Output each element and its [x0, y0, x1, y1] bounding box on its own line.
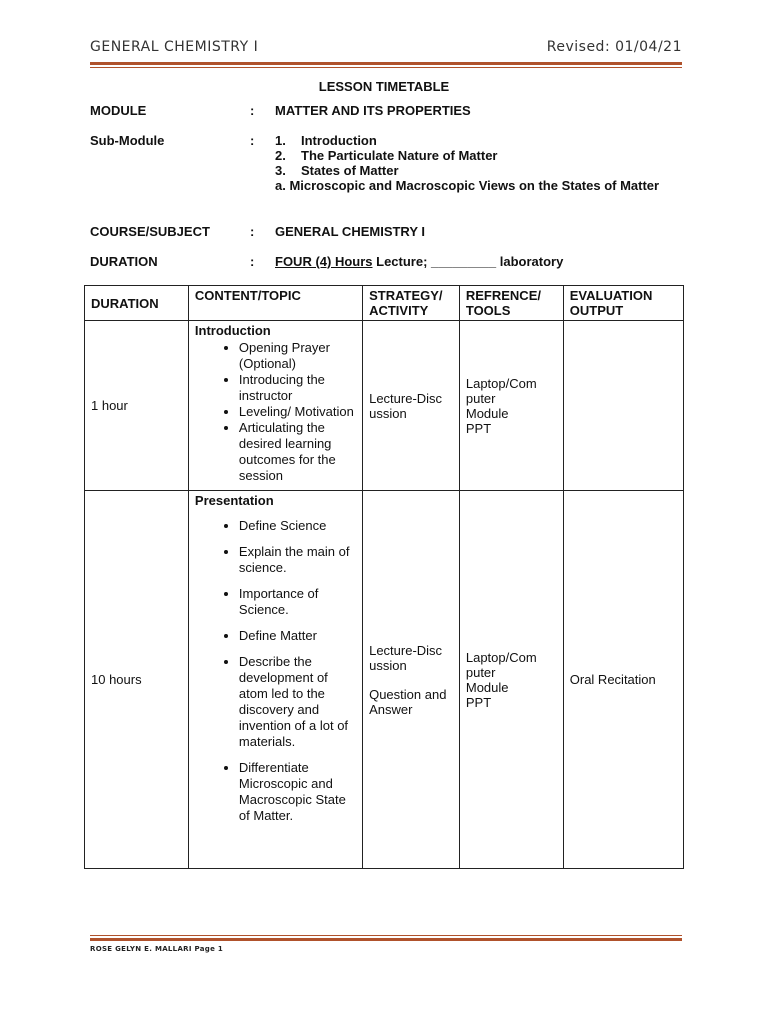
topic-bullet: • Leveling/ Motivation — [239, 404, 356, 420]
module-colon: : — [250, 103, 255, 118]
submodule-list — [275, 133, 695, 193]
row-strategy — [363, 321, 460, 491]
duration-value — [275, 254, 695, 269]
table-header-row — [85, 286, 684, 321]
page-header — [90, 39, 682, 61]
submodule-subitem: a. Microscopic and Macroscopic Views on the States of Matter — [275, 178, 660, 193]
module-value: MATTER AND ITS PROPERTIES — [275, 103, 471, 118]
topic-title: Presentation — [194, 493, 274, 508]
duration-lab: laboratory — [499, 254, 564, 269]
module-label: MODULE — [90, 103, 147, 118]
row-topic — [188, 491, 362, 869]
footer-rule-thin — [90, 935, 682, 936]
course-colon: : — [250, 224, 255, 239]
submodule-colon: : — [250, 133, 255, 148]
row-evaluation: Oral Recitation — [563, 491, 683, 869]
duration-lecture: Lecture; — [376, 254, 428, 269]
row-duration: 10 hours — [85, 491, 189, 869]
submodule-item: 3. States of Matter — [275, 163, 399, 178]
course-value: GENERAL CHEMISTRY I — [275, 224, 426, 239]
footer-text: ROSE GELYN E. MALLARI Page 1 — [90, 945, 224, 953]
submodule-item: 1. Introduction — [275, 133, 377, 148]
row-evaluation — [563, 321, 683, 491]
footer-rule-thick — [90, 938, 682, 941]
strategy-text: Lecture-Disc ussion — [369, 390, 443, 421]
tool-item: PPT — [465, 694, 492, 710]
header-course: GENERAL CHEMISTRY I — [90, 39, 259, 55]
header-strategy: STRATEGY/ ACTIVITY — [363, 286, 460, 321]
topic-title: Introduction — [194, 323, 271, 338]
row-strategy — [363, 491, 460, 869]
tool-item: Module — [465, 405, 509, 421]
duration-blank: _________ — [431, 254, 497, 269]
row-topic — [188, 321, 362, 491]
table-row — [85, 491, 684, 869]
tool-item: PPT — [465, 420, 492, 436]
topic-bullet: • Describe the development of atom led to the discovery and invention of a lot of materials. — [239, 654, 356, 750]
topic-bullet: • Differentiate Microscopic and Macroscopic State of Matter. — [239, 760, 356, 824]
topic-bullet: • Introducing the instructor — [239, 372, 356, 404]
row-tools — [459, 321, 563, 491]
header-tools: REFRENCE/ TOOLS — [459, 286, 563, 321]
topic-bullet: • Explain the main of science. — [239, 544, 356, 576]
header-duration: DURATION — [85, 286, 189, 321]
topic-bullet: • Define Matter — [239, 628, 356, 644]
table-row — [85, 321, 684, 491]
header-topic: CONTENT/TOPIC — [188, 286, 362, 321]
submodule-item: 2. The Particulate Nature of Matter — [275, 148, 498, 163]
document-title: LESSON TIMETABLE — [318, 79, 450, 94]
submodule-label: Sub-Module — [90, 133, 165, 148]
course-label: COURSE/SUBJECT — [90, 224, 210, 239]
duration-label: DURATION — [90, 254, 158, 269]
header-rule-thick — [90, 62, 682, 65]
tool-item: Laptop/Com puter — [465, 375, 537, 406]
strategy-text-2: Question and Answer — [369, 686, 447, 717]
duration-colon: : — [250, 254, 255, 269]
lesson-table — [84, 285, 684, 869]
topic-bullet: • Importance of Science. — [239, 586, 356, 618]
duration-hours: FOUR (4) Hours — [275, 254, 373, 269]
header-revised: Revised: 01/04/21 — [546, 39, 682, 55]
header-rule-thin — [90, 67, 682, 68]
row-duration: 1 hour — [85, 321, 189, 491]
tool-item: Laptop/Com puter — [465, 649, 537, 680]
header-evaluation: EVALUATION OUTPUT — [563, 286, 683, 321]
strategy-text: Lecture-Disc ussion — [369, 642, 443, 673]
row-tools — [459, 491, 563, 869]
topic-bullet: • Opening Prayer (Optional) — [239, 340, 356, 372]
topic-bullet: • Articulating the desired learning outcomes for the session — [239, 420, 356, 484]
topic-bullet: • Define Science — [239, 518, 356, 534]
tool-item: Module — [465, 679, 509, 695]
